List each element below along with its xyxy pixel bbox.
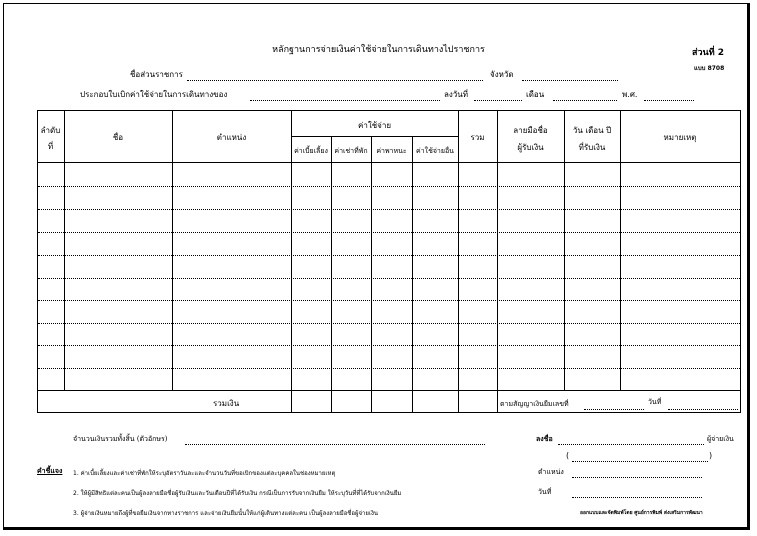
amount-words-field[interactable]: [185, 444, 485, 445]
attach-label: ประกอบใบเบิกค่าใช้จ่ายในการเดินทางของ: [80, 90, 228, 99]
col-remarks: หมายเหตุ: [663, 133, 697, 142]
payer-signature-field[interactable]: [558, 444, 704, 445]
year-label: พ.ศ.: [622, 90, 638, 99]
col-expenses: ค่าใช้จ่าย: [357, 121, 392, 130]
contract-date-label: วันที่: [648, 398, 662, 406]
province-label: จังหวัด: [490, 70, 514, 79]
col-lodging: ค่าเช่าที่พัก: [334, 147, 368, 155]
col-allowance: ค่าเบี้ยเลี้ยง: [294, 147, 328, 155]
position-label: ตำแหน่ง: [538, 468, 564, 476]
month-label: เดือน: [526, 90, 545, 99]
form-code: แบบ 8708: [694, 65, 725, 72]
agency-label: ชื่อส่วนราชการ: [130, 70, 183, 79]
note-1: 1. ค่าเบี้ยเลี้ยงและค่าเช่าที่พักให้ระบุอัตราวันละและจำนวนวันที่ขอเบิกของแต่ละบุคคลในช่องหมายเหตุ: [73, 470, 336, 477]
month-field[interactable]: [553, 100, 617, 101]
contract-number-field[interactable]: [584, 409, 644, 410]
page-frame: [3, 3, 750, 530]
date-label: ลงวันที่: [444, 90, 469, 99]
col-no-line1: ลำดับ: [40, 126, 61, 135]
col-name: ชื่อ: [112, 133, 124, 142]
document-title: หลักฐานการจ่ายเงินค่าใช้จ่ายในการเดินทางไปราชการ: [272, 45, 485, 55]
note-2: 2. ให้ผู้มีสิทธิแต่ละคนเป็นผู้ลงลายมือชื่อผู้รับเงินและวันเดือนปีที่ได้รับเงิน กรณีเป็นการรับจากเงินยืม ให้ระบุวันที่ที่ได้รับจากเงินยืม: [73, 490, 402, 497]
paren-open: (: [566, 451, 570, 460]
contract-date-field[interactable]: [668, 409, 738, 410]
contract-label: ตามสัญญาเงินยืมเลขที่: [500, 400, 569, 408]
traveler-field[interactable]: [250, 100, 440, 101]
total-row-label: รวมเงิน: [213, 399, 240, 408]
publisher-credit: ออกแบบและจัดพิมพ์โดย ศูนย์การพิมพ์ ส่งเสริมการพัฒนา: [580, 510, 703, 516]
payer-position-field[interactable]: [572, 477, 702, 478]
payer-date-field[interactable]: [572, 497, 702, 498]
note-3: 3. ผู้จ่ายเงินหมายถึงผู้ที่ขอยืมเงินจากทางราชการ และจ่ายเงินยืมนั้นให้แก่ผู้เดินทางแต่ละคน เป็นผู้ลงลายมือชื่อผู้จ่ายเงิน: [73, 510, 378, 517]
agency-field[interactable]: [187, 80, 483, 81]
col-no-line2: ที่: [47, 142, 54, 151]
col-other: ค่าใช้จ่ายอื่น: [416, 147, 454, 155]
amount-words-label: จำนวนเงินรวมทั้งสิ้น (ตัวอักษร): [73, 435, 168, 443]
col-total: รวม: [470, 133, 485, 142]
payer-label: ผู้จ่ายเงิน: [707, 435, 734, 443]
col-transport: ค่าพาหนะ: [376, 147, 407, 155]
col-signature-line1: ลายมือชื่อ: [513, 126, 548, 135]
col-position: ตำแหน่ง: [216, 133, 247, 142]
sign-label: ลงชื่อ: [536, 435, 553, 443]
province-field[interactable]: [522, 80, 618, 81]
col-date-line1: วัน เดือน ปี: [572, 126, 612, 135]
paren-close: ): [709, 451, 713, 460]
payer-date-label: วันที่: [538, 488, 552, 496]
section-number: ส่วนที่ 2: [692, 48, 725, 58]
notes-title: คำชี้แจง: [37, 467, 63, 475]
year-field[interactable]: [644, 100, 694, 101]
payer-name-field[interactable]: [572, 461, 708, 462]
col-signature-line2: ผู้รับเงิน: [517, 143, 544, 152]
col-date-line2: ที่รับเงิน: [578, 143, 606, 152]
date-field[interactable]: [474, 100, 522, 101]
